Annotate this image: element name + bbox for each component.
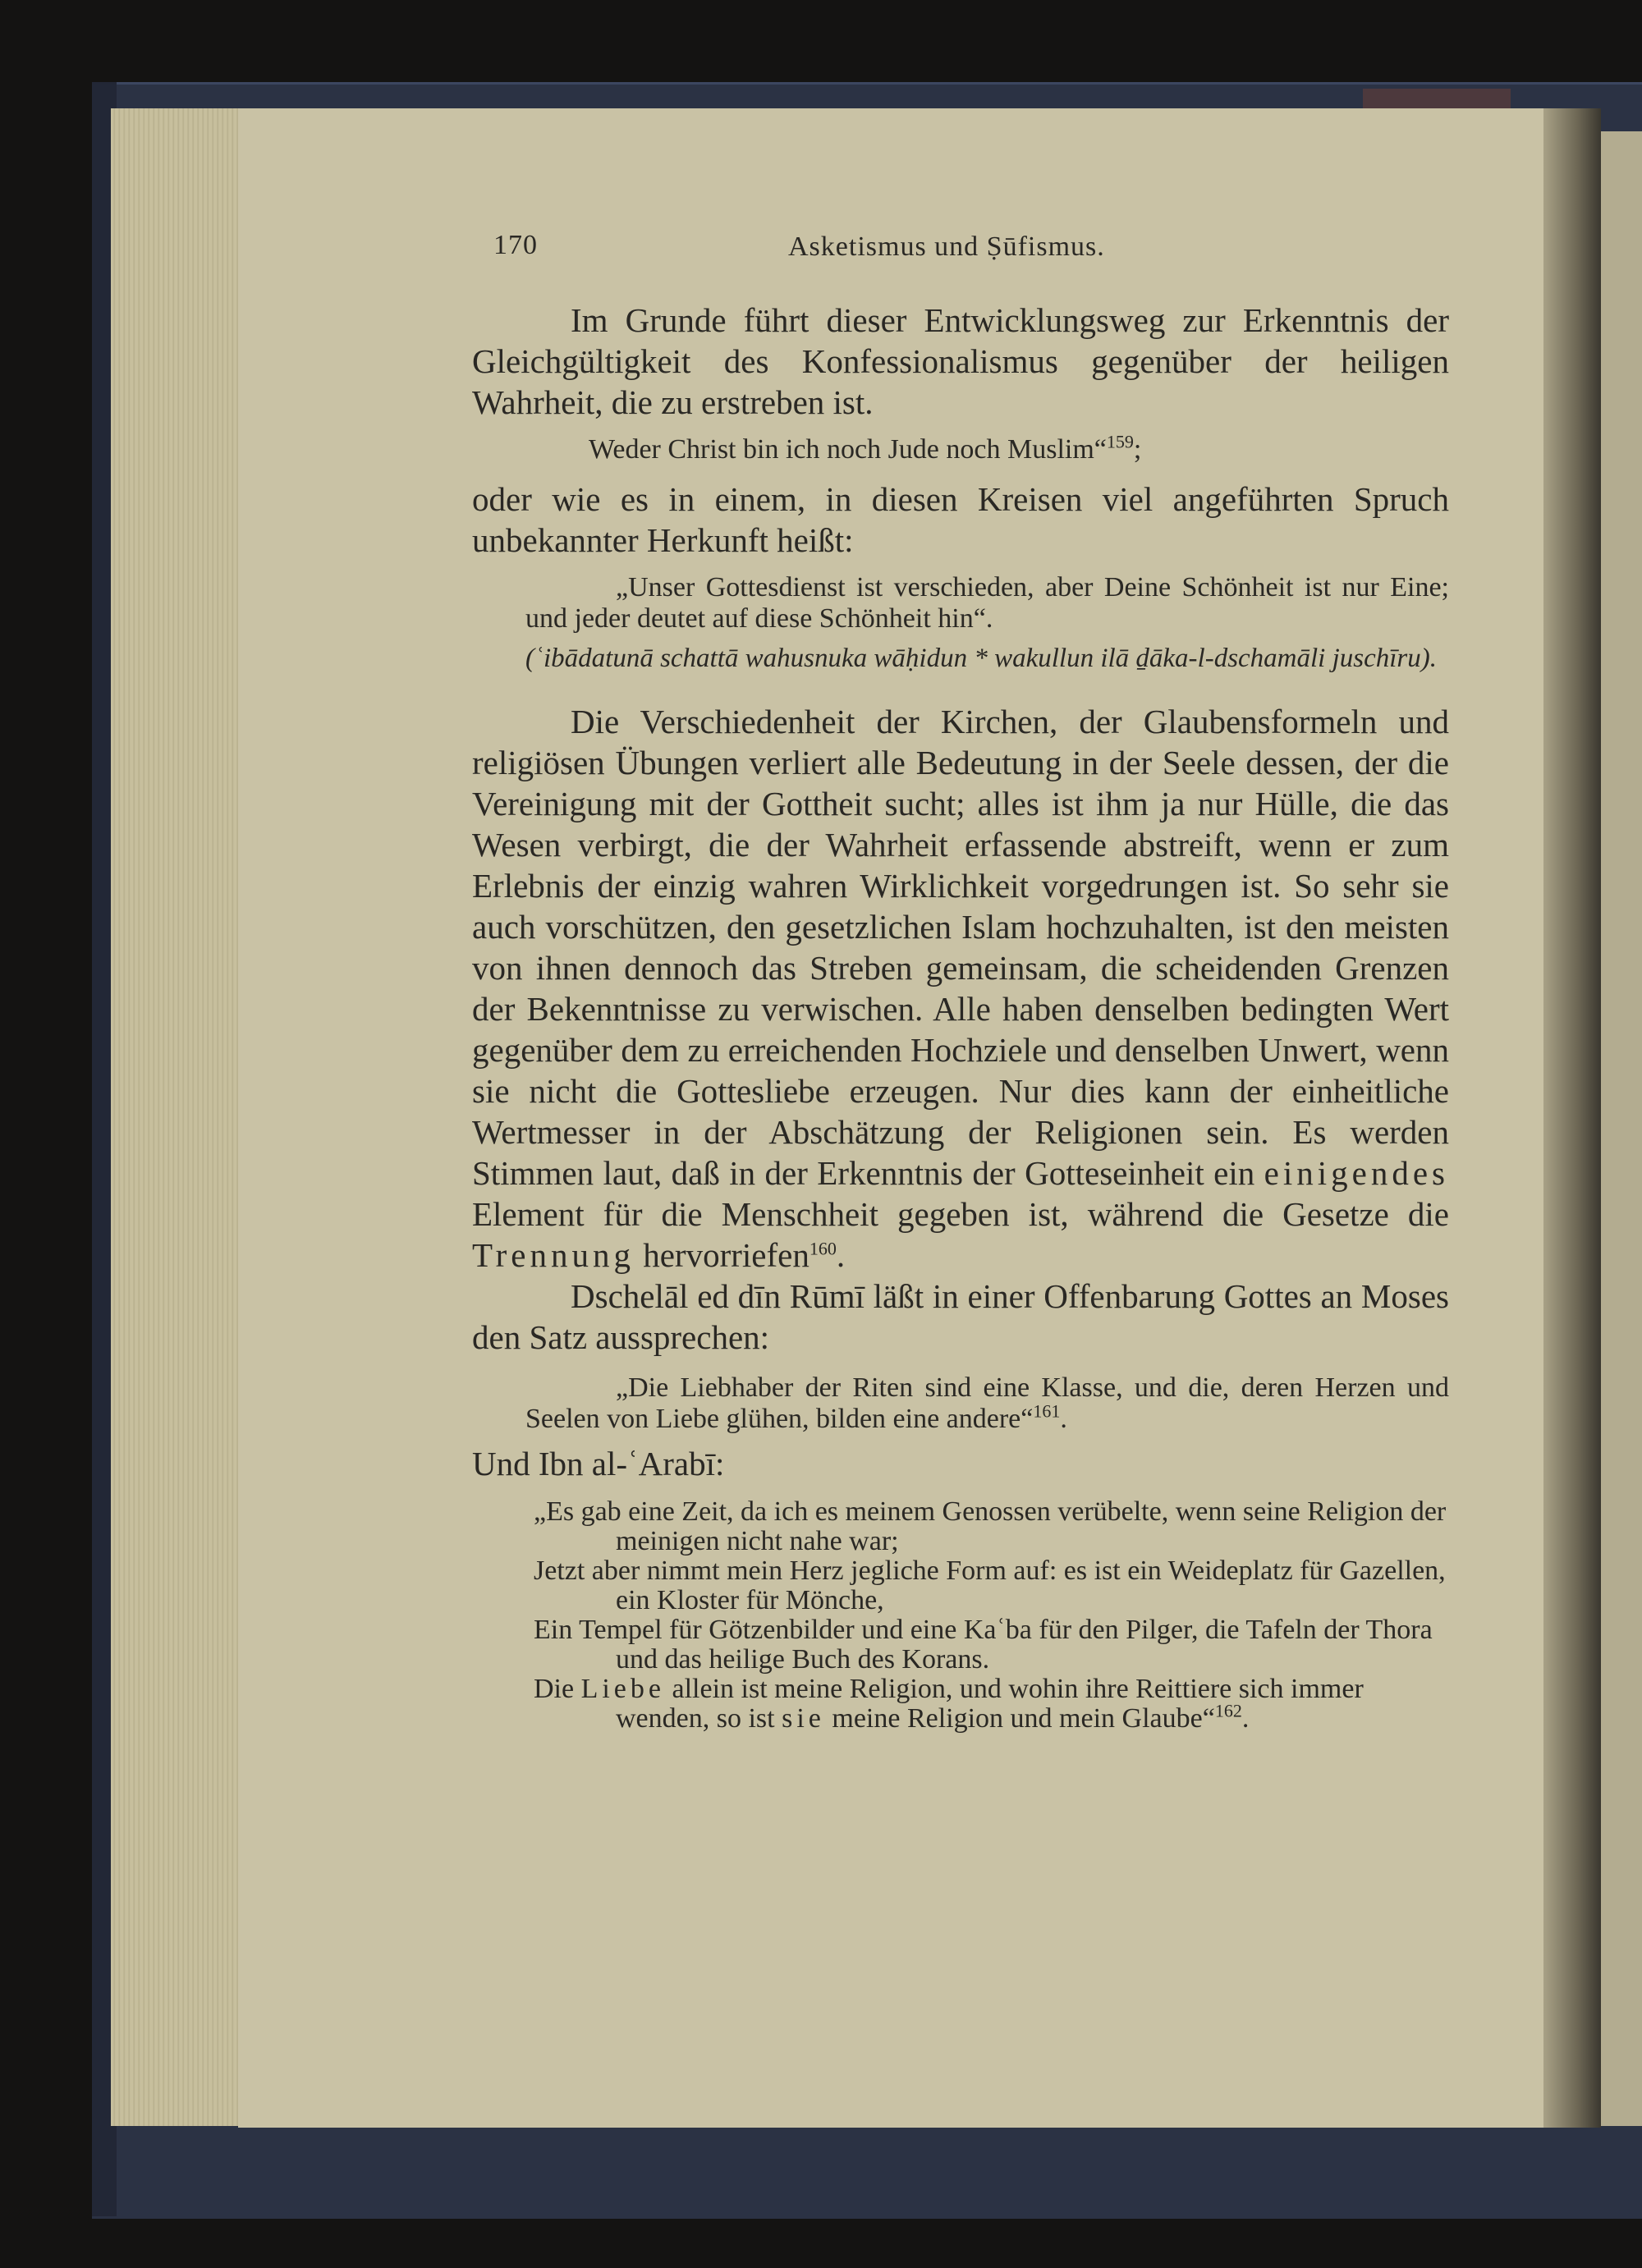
page-header: [472, 230, 1449, 263]
paragraph-4: Dschelāl ed dīn Rūmī läßt in einer Offenbarung Gottes an Moses den Satz aussprechen:: [472, 1277, 1449, 1356]
poem-line-4: [534, 1675, 1449, 1734]
paragraph-1: Im Grunde führt dieser Entwicklungsweg zur Erkenntnis der Gleichgültigkeit des Konfessionalismus gegenüber der heiligen Wahrheit, die zu erstreben ist.: [472, 301, 1449, 421]
paragraph-3-part-b: Element für die Menschheit gegeben ist, während die Gesetze die: [472, 1195, 1449, 1233]
quote-3: [472, 1372, 1449, 1435]
emphasis-trennung: Trennung: [472, 1236, 635, 1274]
quote-3-end: .: [1060, 1404, 1067, 1434]
quote-1-text: Weder Christ bin ich noch Jude noch Muslim“: [589, 434, 1107, 465]
poem-quote: [472, 1497, 1449, 1734]
quote-1-end: ;: [1133, 434, 1142, 465]
running-head: Asketismus und Ṣūfismus.: [788, 231, 1105, 262]
paragraph-3-part-c: hervorriefen: [643, 1236, 810, 1274]
paragraph-3-end: .: [836, 1236, 846, 1274]
page-number: 170: [493, 230, 538, 260]
poem-line-1: „Es gab eine Zeit, da ich es meinem Genossen verübelte, wenn seine Religion der meinigen nicht nahe war;: [534, 1496, 1447, 1556]
page-edges: [111, 108, 259, 2126]
footnote-ref-160: 160: [809, 1238, 837, 1259]
footnote-ref-161: 161: [1033, 1400, 1061, 1422]
poem-line-3: Ein Tempel für Götzenbilder und eine Kaʿba für den Pilger, die Tafeln der Thora und das heilige Buch des Korans.: [534, 1615, 1433, 1675]
paragraph-5: Und Ibn al-ʿArabī:: [472, 1445, 725, 1482]
emphasis-sie: sie: [782, 1703, 825, 1734]
poem-line-2: Jetzt aber nimmt mein Herz jegliche Form auf: es ist ein Weideplatz für Gazellen, ein Kloster für Mönche,: [534, 1556, 1446, 1615]
paragraph-2: oder wie es in einem, in diesen Kreisen viel angeführten Spruch unbekannter Herkunft heißt:: [472, 480, 1449, 559]
book-gutter: [1543, 108, 1601, 2128]
emphasis-einigendes: einigendes: [1264, 1154, 1450, 1192]
quote-1: [472, 431, 1449, 465]
emphasis-liebe: Liebe: [580, 1674, 665, 1704]
poem-line-4-part-b: allein ist meine Religion, und wohin ihre Reittiere sich immer wenden, so ist: [616, 1674, 1364, 1734]
poem-line-4-end: .: [1241, 1703, 1250, 1734]
quote-2: „Unser Gottesdienst ist verschieden, aber Deine Schönheit ist nur Eine; und jeder deutet auf diese Schönheit hin“.: [525, 572, 1449, 634]
footnote-ref-159: 159: [1106, 431, 1134, 452]
poem-line-4-part-a: Die: [534, 1674, 575, 1704]
footnote-ref-162: 162: [1214, 1700, 1242, 1721]
paragraph-3-part-a: Die Verschiedenheit der Kirchen, der Glaubensformeln und religiösen Übungen verliert alle Bedeutung in der Seele dessen, der die Vereinigung mit der Gottheit sucht; alles ist ihm ja nur Hülle, die das Wesen verbirgt, die der Wahrheit erfassende abstreift, wenn er zum Erlebnis der einzig wahren Wirklichkeit vorgedrungen ist. So sehr sie auch vorschützen, den gesetzlichen Islam hochzuhalten, ist den meisten von ihnen dennoch das Streben gemeinsam, die scheidenden Grenzen der Bekenntnisse zu verwischen. Alle haben denselben bedingten Wert gegenüber dem zu erreichenden Hochziele und denselben Unwert, wenn sie nicht die Gottesliebe erzeugen. Nur dies kann der einheitliche Wertmesser in der Abschätzung der Religionen sein. Es werden Stimmen laut, daß in der Erkenntnis der Gotteseinheit ein: [472, 703, 1449, 1192]
facing-page-edge: [1601, 131, 1642, 2126]
paragraph-3: [472, 701, 1449, 1276]
page-body: [472, 300, 1449, 1734]
quote-2-transliteration: (ʿibādatunā schattā wahusnuka wāḥidun * wakullun ilā ḏāka-l-dschamāli juschīru).: [525, 644, 1438, 673]
poem-line-4-part-c: meine Religion und mein Glaube“: [832, 1703, 1215, 1734]
quote-3-text: „Die Liebhaber der Riten sind eine Klasse, und die, deren Herzen und Seelen von Liebe glühen, bilden eine andere“: [525, 1372, 1449, 1434]
